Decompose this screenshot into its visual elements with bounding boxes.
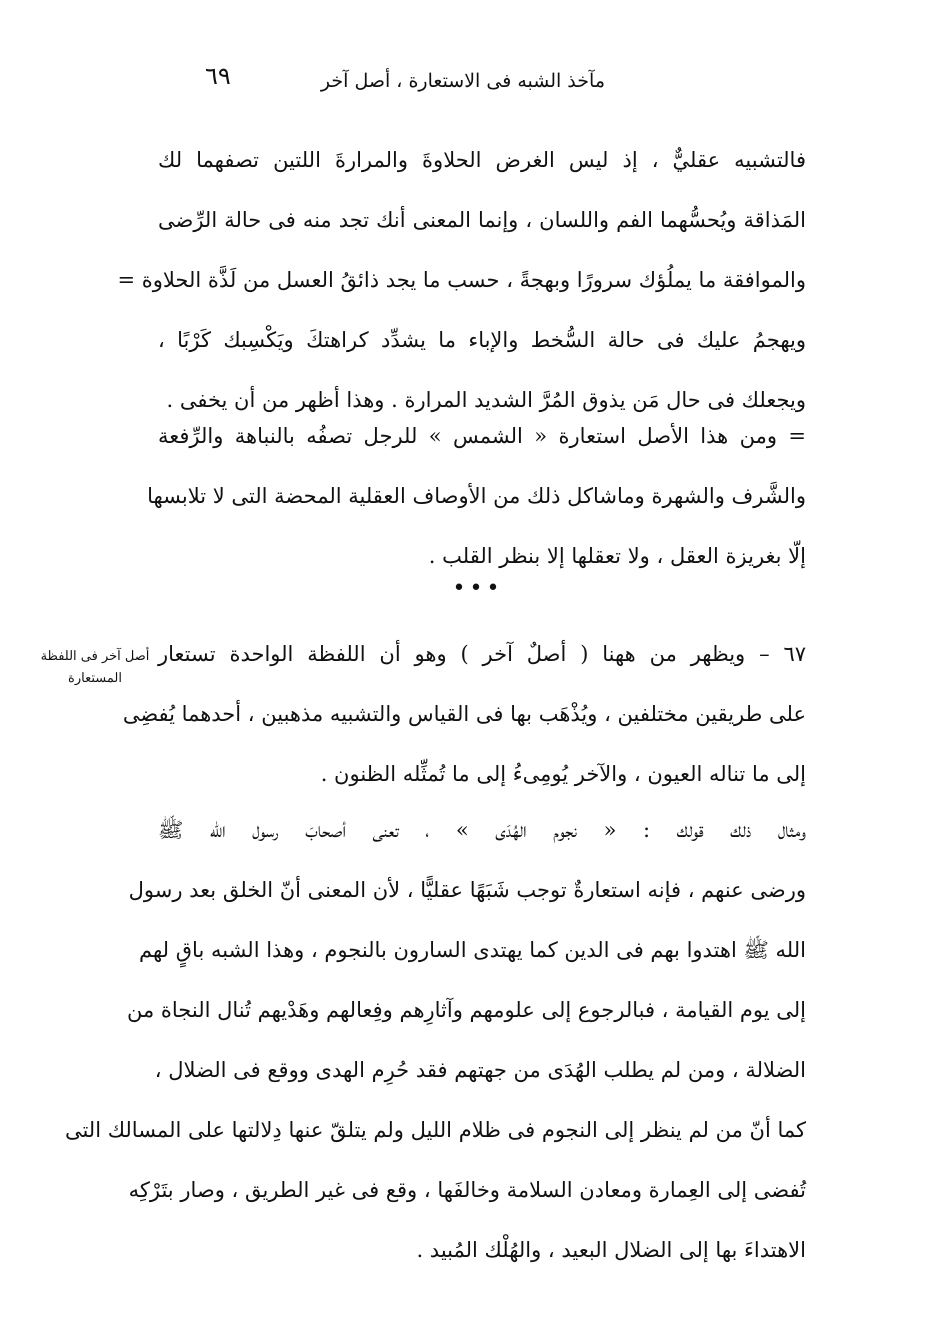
text-line: والشَّرف والشهرة وماشاكل ذلك من الأوصاف العقلية المحضة التى لا تلابسها: [147, 484, 806, 508]
paragraph-analogy-mental: [117, 130, 806, 430]
section-separator: •••: [452, 576, 504, 601]
page-number: ٦٩: [205, 62, 231, 90]
margin-note-line: المستعارة: [68, 671, 122, 686]
paragraph-67: [122, 624, 806, 804]
margin-note-line: أصل آخر فى اللفظة: [40, 649, 150, 664]
text-line: الضلالة ، ومن لم يطلب الهُدَى من جهتهم فقد حُرِم الهدى ووقع فى الضلال ،: [154, 1058, 806, 1082]
page-header: [160, 62, 605, 102]
text-line: ويجعلك فى حال مَن يذوق المُرَّ الشديد المرارة . وهذا أظهر من أن يخفى .: [166, 388, 806, 412]
running-head: مآخذ الشبه فى الاستعارة ، أصل آخر: [320, 70, 605, 92]
text-line: = ومن هذا الأصل استعارة « الشمس » للرجل تصفُه بالنباهة والرِّفعة: [158, 424, 806, 448]
text-line: الله ﷺ اهتدوا بهم فى الدين كما يهتدى السارون بالنجوم ، وهذا الشبه باقٍ لهم: [139, 938, 806, 962]
text-line: تُفضى إلى العِمارة ومعادن السلامة وخالفَها ، وقع فى غير الطريق ، وصار بتَرْكِه: [128, 1178, 806, 1202]
text-line: ٦٧ – ويظهر من ههنا ( أصلٌ آخر ) وهو أن اللفظة الواحدة تستعار: [158, 642, 806, 666]
text-line: ورضى عنهم ، فإنه استعارةٌ توجب شَبَهًا عقليًّا ، لأن المعنى أنّ الخلق بعد رسول: [128, 878, 806, 902]
text-line: إلّا بغريزة العقل ، ولا تعقلها إلا بنظر القلب .: [428, 544, 806, 568]
text-line: إلى يوم القيامة ، فبالرجوع إلى علومهم وآثارِهم وفِعالهم وهَدْيهم تُنال النجاة من: [126, 998, 806, 1022]
text-line: ويهجمُ عليك فى حالة السُّخط والإباء ما يشدِّد كراهتكَ ويَكْسِبك كَرْبًا ،: [158, 328, 806, 352]
text-line: المَذاقة ويُحسُّهما الفم واللسان ، وإنما المعنى أنك تجد منه فى حالة الرِّضى: [158, 208, 806, 232]
text-line: كما أنّ من لم ينظر إلى النجوم فى ظلام الليل ولم يتلقّ عنها دِلالتها على المسالك التى: [64, 1118, 806, 1142]
text-line: ومثال ذلك قولك : « نجوم الهُدَى » ، تعنى أصحابَ رسول الله ﷺ: [158, 818, 806, 842]
text-line: فالتشبيه عقليٌّ ، إذ ليس الغرض الحلاوةَ والمرارةَ اللتين تصفهما لك: [158, 148, 806, 172]
text-line: على طريقين مختلفين ، ويُذْهَب بها فى القياس والتشبيه مذهبين ، أحدهما يُفضِى: [122, 702, 806, 726]
text-line: والموافقة ما يملُؤك سرورًا وبهجةً ، حسب ما يجد ذائقُ العسل من لَذَّة الحلاوة =: [117, 268, 806, 292]
text-line: إلى ما تناله العيون ، والآخر يُومِىءُ إلى ما تُمثِّله الظنون .: [320, 762, 806, 786]
paragraph-sun-metaphor: [147, 406, 806, 586]
text-line: الاهتداءَ بها إلى الضلال البعيد ، والهُلْك المُبيد .: [416, 1238, 806, 1262]
paragraph-stars-of-guidance: [64, 800, 806, 1280]
